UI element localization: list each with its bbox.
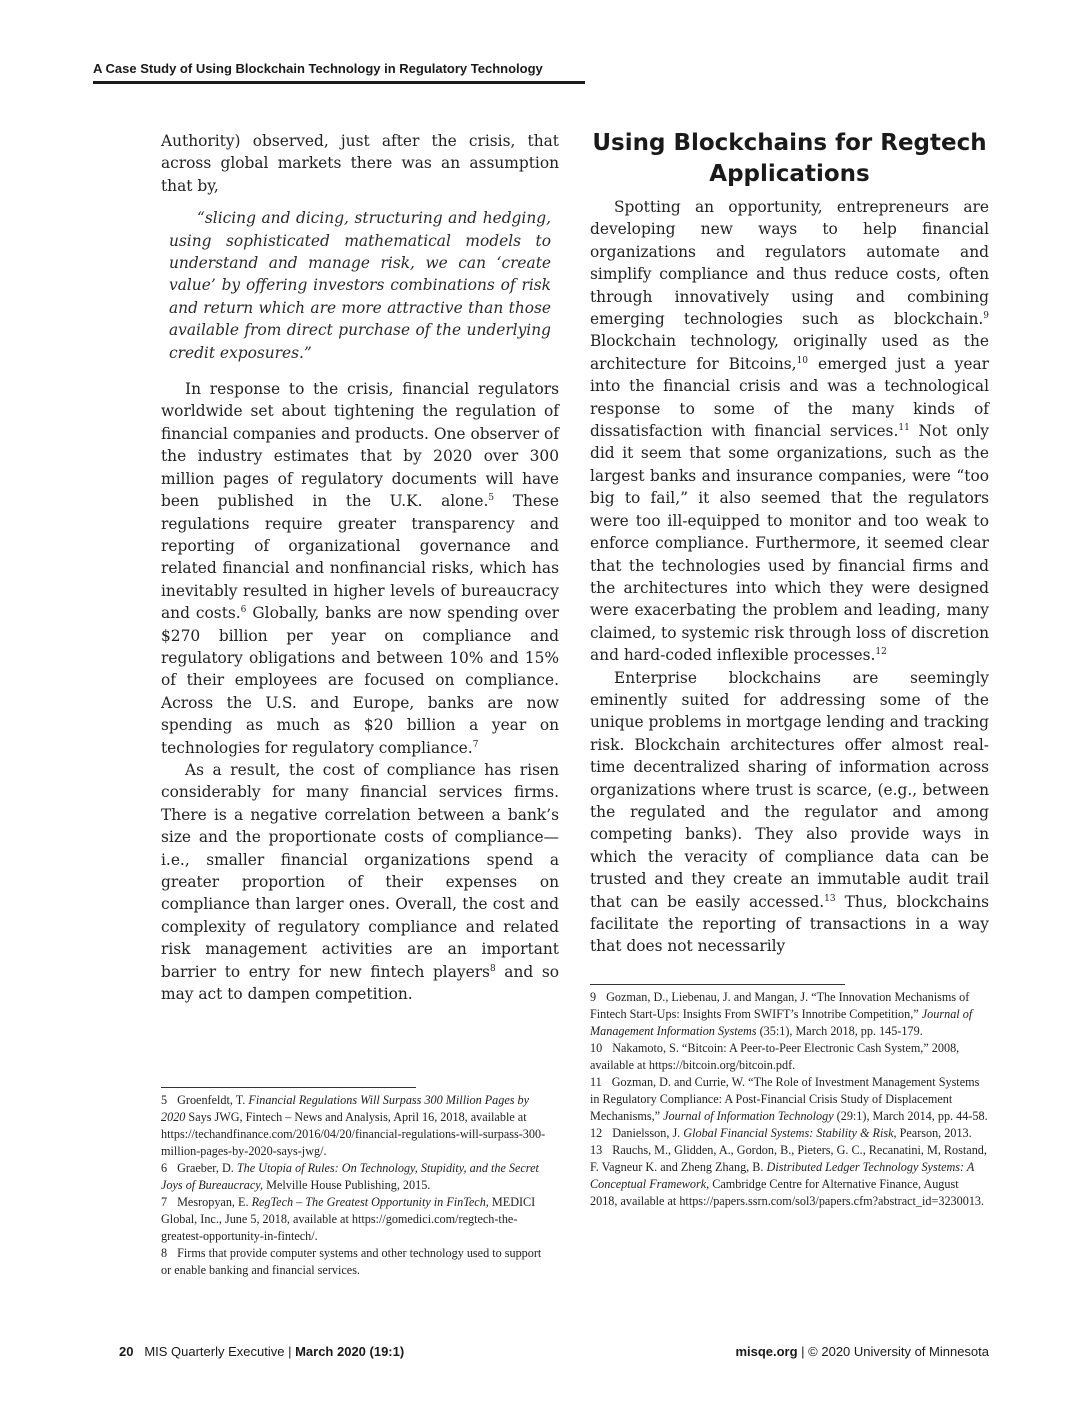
- footnote-rule: [590, 984, 845, 985]
- footnote-ref[interactable]: 8: [489, 963, 496, 974]
- footnote-ref[interactable]: 13: [824, 893, 836, 904]
- site-link[interactable]: misqe.org: [735, 1344, 798, 1359]
- footnote-title: Financial Regulations Will Surpass 300 Million Pages by 2020: [161, 1093, 530, 1124]
- footnote-rule: [161, 1087, 416, 1088]
- text-run: Spotting an opportunity, entrepreneurs are developing new ways to help financial organizations and regulators automate and simplify compliance and thus reduce costs, often through innovatively using and combining emerging technologies such as blockchain.: [590, 198, 989, 329]
- footnote-title: The Utopia of Rules: On Technology, Stupidity, and the Secret Joys of Bureaucracy,: [161, 1161, 539, 1192]
- text-run: Not only did it seem that some organizations, such as the largest banks and insurance companies, were “too big to fail,” it also seemed that the regulators were too ill-equipped to monitor and too weak to enforce compliance. Furthermore, it seemed clear that the technologies used by financial firms and the architectures into which they were designed were exacerbating the problem and leading, many claimed, to systemic risk through loss of discretion and hard-coded inflexible processes.: [590, 422, 990, 665]
- left-paragraph-1: Authority) observed, just after the crisis, that across global markets there was an assumption that by,: [161, 132, 559, 195]
- footnote-text: Firms that provide computer systems and other technology used to support or enable banking and financial services.: [161, 1246, 542, 1277]
- footnote-title: Journal of Management Information Systems: [590, 1007, 973, 1038]
- footnote-9: [590, 989, 989, 1040]
- header-rule: [93, 81, 585, 84]
- footnote-ref[interactable]: 10: [796, 355, 809, 366]
- footnote-ref[interactable]: 5: [488, 492, 495, 503]
- text-run: and so may act to dampen competition.: [161, 962, 560, 1004]
- footnote-text: Melville House Publishing, 2015.: [263, 1178, 431, 1192]
- footnote-8: [161, 1245, 551, 1279]
- footnote-text: (35:1), March 2018, pp. 145-179.: [756, 1024, 923, 1038]
- footnote-text: Nakamoto, S. “Bitcoin: A Peer-to-Peer Electronic Cash System,” 2008, available at https://bitcoin.org/bitcoin.pdf.: [590, 1041, 960, 1072]
- page-number: 20: [119, 1344, 134, 1359]
- copyright: | © 2020 University of Minnesota: [797, 1344, 989, 1359]
- footnote-5: [161, 1092, 551, 1160]
- footnote-ref[interactable]: 7: [472, 739, 479, 750]
- footnote-number: 5: [161, 1093, 168, 1107]
- footnote-text: Groenfeldt, T.: [177, 1093, 249, 1107]
- footnote-13: [590, 1142, 989, 1210]
- footnotes-left: [161, 1092, 551, 1279]
- footnote-text: Pearson, 2013.: [896, 1126, 972, 1140]
- footnotes-right: [590, 989, 989, 1210]
- footnote-text: Says JWG, Fintech – News and Analysis, April 16, 2018, available at https://techandfinance.com/2016/04/20/financial-regulations-will-surpass-300-million-pages-by-2020-says-jwg/.: [161, 1110, 546, 1158]
- footnote-text: Mesropyan, E.: [177, 1195, 252, 1209]
- footnote-number: 13: [590, 1143, 603, 1157]
- text-run: As a result, the cost of compliance has risen considerably for many financial services firms. There is a negative correlation between a bank’s size and the proportionate costs of compliance—i.e., smaller financial organizations spend a greater proportion of their expenses on compliance than larger ones. Overall, the cost and complexity of regulatory compliance and related risk management activities are an important barrier to entry for new fintech players: [161, 760, 559, 981]
- footnote-12: [590, 1125, 989, 1142]
- left-paragraph-3: [161, 759, 559, 1005]
- footnote-number: 12: [590, 1126, 603, 1140]
- right-column: [590, 196, 989, 958]
- footnote-number: 7: [161, 1195, 168, 1209]
- footnote-ref[interactable]: 12: [875, 647, 887, 657]
- text-run: Thus, blockchains facilitate the reporting of transactions in a way that does not necessarily: [590, 892, 990, 956]
- footnote-ref[interactable]: 6: [240, 605, 247, 615]
- text-run: Globally, banks are now spending over $270 billion per year on compliance and regulatory obligations and between 10% and 15% of their employees are focused on compliance. Across the U.S. and Europe, banks are now spending as much as $20 billion a year on technologies for regulatory compliance.: [161, 604, 559, 757]
- footnote-number: 8: [161, 1246, 168, 1260]
- footnote-text: Danielsson, J.: [612, 1126, 684, 1140]
- block-quote: “slicing and dicing, structuring and hedging, using sophisticated mathematical models to understand and manage risk, we can ‘create value’ by offering investors combinations of risk and return which are more attractive than those available from direct purchase of the underlying credit exposures.”: [169, 209, 551, 362]
- text-run: In response to the crisis, financial regulators worldwide set about tightening the regulation of financial companies and products. One observer of the industry estimates that by 2020 over 300 million pages of regulatory documents will have been published in the U.K. alone.: [161, 380, 559, 511]
- footnote-number: 10: [590, 1041, 603, 1055]
- footnote-6: [161, 1160, 551, 1194]
- journal-name: MIS Quarterly Executive |: [144, 1344, 296, 1359]
- right-paragraph-1: [590, 196, 989, 667]
- section-heading: Using Blockchains for Regtech Applications: [592, 130, 987, 187]
- footnote-title: RegTech – The Greatest Opportunity in FinTech,: [251, 1195, 489, 1209]
- running-header: A Case Study of Using Blockchain Technology in Regulatory Technology: [93, 61, 543, 76]
- footnote-text: Rauchs, M., Glidden, A., Gordon, B., Pieters, G. C., Recanatini, M, Rostand, F. Vagneur K. and Zheng Zhang, B.: [590, 1143, 987, 1174]
- footnote-text: Gozman, D. and Currie, W. “The Role of Investment Management Systems in Regulatory Compliance: A Post-Financial Crisis Study of Displacement Mechanisms,”: [590, 1075, 980, 1123]
- footnote-number: 9: [590, 990, 597, 1004]
- footnote-10: [590, 1040, 989, 1074]
- footnote-number: 11: [590, 1075, 602, 1089]
- footnote-11: [590, 1074, 989, 1125]
- footnote-title: Global Financial Systems: Stability & Risk,: [683, 1126, 897, 1140]
- text-run: Blockchain technology, originally used as the architecture for Bitcoins,: [590, 332, 989, 373]
- text-run: Enterprise blockchains are seemingly eminently suited for addressing some of the unique problems in mortgage lending and tracking risk. Blockchain architectures offer almost real-time decentralized sharing of information across organizations where trust is scarce, (e.g., between the regulated and the regulator and among competing banks). They also provide ways in which the veracity of compliance data can be trusted and they create an immutable audit trail that can be easily accessed.: [590, 668, 989, 911]
- footnote-title: Journal of Information Technology: [663, 1109, 834, 1123]
- right-paragraph-2: [590, 667, 989, 958]
- text-run: These regulations require greater transparency and reporting of organizational governance and related financial and nonfinancial risks, which has inevitably resulted in higher levels of bureaucracy and costs.: [161, 492, 559, 623]
- footnote-title: Distributed Ledger Technology Systems: A Conceptual Framework,: [590, 1160, 975, 1191]
- footnote-text: Cambridge Centre for Alternative Finance, August 2018, available at https://papers.ssrn.com/sol3/papers.cfm?abstract_id=3230013.: [590, 1177, 985, 1208]
- text-run: emerged just a year into the financial crisis and was a technological response to some of the many kinds of dissatisfaction with financial services.: [590, 354, 990, 441]
- footnote-text: (29:1), March 2014, pp. 44-58.: [833, 1109, 988, 1123]
- footnote-number: 6: [161, 1161, 168, 1175]
- page-footer-left: [119, 1344, 404, 1359]
- issue-label: March 2020 (19:1): [295, 1344, 405, 1359]
- page-footer-right: [735, 1344, 989, 1359]
- footnote-text: MEDICI Global, Inc., June 5, 2018, available at https://gomedici.com/regtech-the-greatest-opportunity-in-fintech/.: [161, 1195, 536, 1243]
- footnote-text: Gozman, D., Liebenau, J. and Mangan, J. “The Innovation Mechanisms of Fintech Start-Ups: Insights From SWIFT’s Innotribe Competition,”: [590, 990, 970, 1021]
- footnote-ref[interactable]: 9: [983, 310, 989, 321]
- left-paragraph-2: [161, 378, 559, 759]
- left-column: [161, 130, 559, 1005]
- footnote-ref[interactable]: 11: [898, 422, 910, 433]
- footnote-7: [161, 1194, 551, 1245]
- footnote-text: Graeber, D.: [177, 1161, 237, 1175]
